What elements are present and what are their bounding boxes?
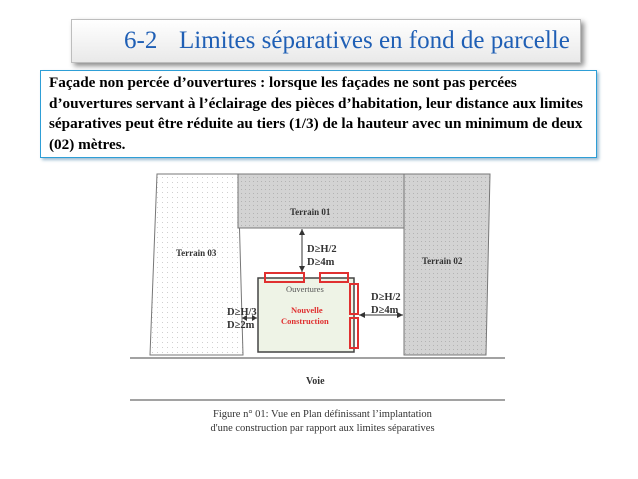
terrain-01-plot [238, 174, 404, 228]
caption-line-1: Figure n° 01: Vue en Plan définissant l’implantation [213, 409, 432, 420]
rule-line-2: d’ouvertures servant à l’éclairage des pièces d’habitation, leur distance aux limites [49, 94, 583, 112]
rule-line-4: (02) mètres. [49, 135, 126, 153]
figure-caption [195, 408, 450, 436]
right-dim-label-1: D≥H/2 [371, 292, 401, 303]
rule-line-1: Façade non percée d’ouvertures : lorsque les façades ne sont pas percées [49, 74, 517, 91]
terrain-01-label: Terrain 01 [290, 207, 331, 217]
section-number: 6-2 [124, 27, 158, 54]
road-label: Voie [306, 376, 325, 387]
top-dim-label-2: D≥4m [307, 257, 335, 268]
top-dim-label-1: D≥H/2 [307, 244, 337, 255]
right-dim-label-2: D≥4m [371, 305, 399, 316]
top-arrowhead-up [299, 229, 305, 235]
terrain-02-label: Terrain 02 [422, 256, 463, 266]
top-arrowhead-down [299, 266, 305, 272]
section-title: Limites séparatives en fond de parcelle [179, 27, 570, 54]
openings-label: Ouvertures [286, 284, 324, 294]
caption-line-2: d'une construction par rapport aux limites séparatives [210, 423, 435, 434]
right-arrowhead-left [359, 312, 365, 318]
left-dim-label-2: D≥2m [227, 320, 255, 331]
building-label-2: Construction [281, 316, 329, 326]
rule-line-3: séparatives peut être réduite au tiers (1/3) de la hauteur avec un minimum de deux [49, 115, 583, 132]
building-label-1: Nouvelle [291, 305, 323, 315]
left-dim-label-1: D≥H/3 [227, 307, 257, 318]
terrain-03-label: Terrain 03 [176, 248, 217, 258]
